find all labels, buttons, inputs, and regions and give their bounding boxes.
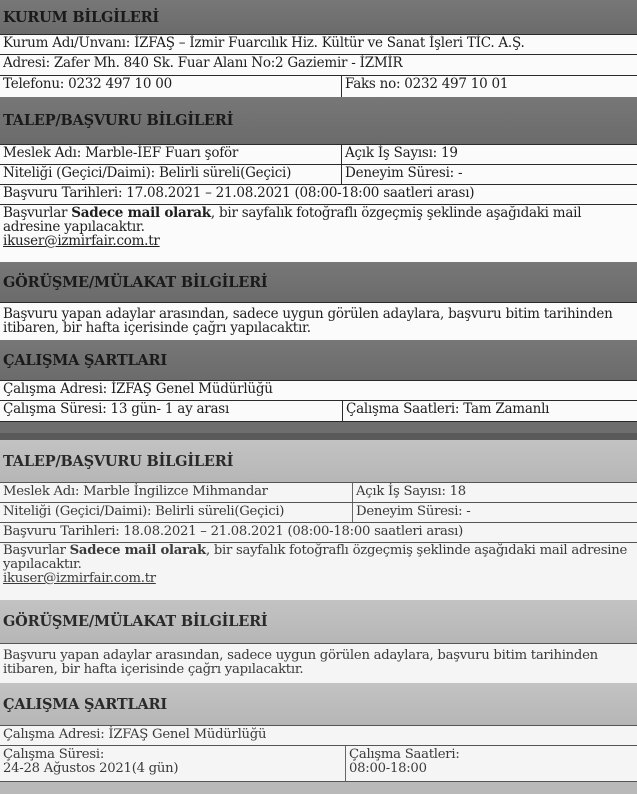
basvuru-text: , bir sayfalık fotoğraflı özgeçmiş şeklinde aşağıdaki mail adresine yapılacaktır. xyxy=(3,543,628,572)
basvuru-info xyxy=(0,543,637,600)
section-title: KURUM BİLGİLERİ xyxy=(3,8,160,26)
section-header-calisma xyxy=(0,683,637,725)
meslek-row xyxy=(0,482,637,502)
calisma-adres-row xyxy=(0,725,637,745)
telefon: Telefonu: 0232 497 10 00 xyxy=(3,76,172,92)
acik-is-sayisi: Açık İş Sayısı: 19 xyxy=(341,145,637,164)
calisma-suresi: Çalışma Süresi: 13 gün- 1 ay arası xyxy=(3,401,230,417)
section-title: ÇALIŞMA ŞARTLARI xyxy=(3,695,167,713)
email-link[interactable]: ikuser@izmirfair.com.tr xyxy=(3,233,160,249)
basvuru-tarihleri: Başvuru Tarihleri: 17.08.2021 – 21.08.2021 (08:00-18:00 saatleri arası) xyxy=(3,185,475,201)
calisma-saatleri: Çalışma Saatleri: Tam Zamanlı xyxy=(342,401,637,421)
section-header-talep xyxy=(0,440,637,482)
calisma-saatleri-label: Çalışma Saatleri: xyxy=(349,747,460,762)
meslek-adi: Meslek Adı: Marble İngilizce Mihmandar xyxy=(3,484,268,499)
calisma-adres-row xyxy=(0,380,637,400)
section-title: TALEP/BAŞVURU BİLGİLERİ xyxy=(3,452,234,470)
basvuru-emphasis: Sadece mail olarak xyxy=(69,543,206,558)
basvuru-text: Başvurlar xyxy=(3,205,72,221)
calisma-adresi: Çalışma Adresi: İZFAŞ Genel Müdürlüğü xyxy=(3,381,273,397)
meslek-row xyxy=(0,144,637,164)
section-header-kurum xyxy=(0,0,637,34)
gorusme-text: Başvuru yapan adaylar arasından, sadece uygun görülen adaylara, başvuru bitim tarihinden itibaren, bir hafta içerisinde çağrı yapılacaktır. xyxy=(3,306,613,336)
basvuru-info-row xyxy=(0,204,637,262)
meslek-adi: Meslek Adı: Marble-İEF Fuarı şoför xyxy=(3,145,239,161)
tarihler-row xyxy=(0,522,637,542)
deneyim-suresi: Deneyim Süresi: - xyxy=(341,165,637,184)
section-header-gorusme xyxy=(0,600,637,643)
basvuru-tarihleri: Başvuru Tarihleri: 18.08.2021 – 21.08.2021 (08:00-18:00 saatleri arası) xyxy=(3,524,463,539)
calisma-saatleri-value: 08:00-18:00 xyxy=(349,761,427,776)
section-title: GÖRÜŞME/MÜLAKAT BİLGİLERİ xyxy=(3,613,268,630)
calisma-sure-row xyxy=(0,745,637,782)
basvuru-text: , bir sayfalık fotoğraflı özgeçmiş şeklinde aşağıdaki mail adresine yapılacaktır. xyxy=(3,205,582,235)
calisma-suresi-value: 24-28 Ağustos 2021(4 gün) xyxy=(3,761,179,776)
deneyim-suresi: Deneyim Süresi: - xyxy=(352,503,637,522)
acik-is-sayisi: Açık İş Sayısı: 18 xyxy=(352,483,637,502)
kurum-adi: Kurum Adı/Unvanı: İZFAŞ – İzmir Fuarcılık Hiz. Kültür ve Sanat İşleri TİC. A.Ş. xyxy=(3,35,525,51)
calisma-adresi: Çalışma Adresi: İZFAŞ Genel Müdürlüğü xyxy=(3,727,267,742)
section-header-gorusme xyxy=(0,262,637,302)
section-header-talep xyxy=(0,97,637,144)
section-title: GÖRÜŞME/MÜLAKAT BİLGİLERİ xyxy=(3,273,268,291)
page-separator xyxy=(0,433,637,440)
adres-row xyxy=(0,54,637,75)
basvuru-info-row xyxy=(0,542,637,600)
faks: Faks no: 0232 497 10 01 xyxy=(341,76,637,97)
gorusme-row xyxy=(0,643,637,683)
basvuru-info xyxy=(0,205,637,262)
nitelik-row xyxy=(0,164,637,184)
calisma-suresi-label: Çalışma Süresi: xyxy=(3,747,105,762)
section-title: TALEP/BAŞVURU BİLGİLERİ xyxy=(3,112,234,129)
telefon-faks-row xyxy=(0,75,637,97)
email-link[interactable]: ikuser@izmirfair.com.tr xyxy=(3,571,156,586)
calisma-sure-row xyxy=(0,400,637,422)
adres: Adresi: Zafer Mh. 840 Sk. Fuar Alanı No:2 Gaziemir - İZMİR xyxy=(3,55,403,71)
section-title: ÇALIŞMA ŞARTLARI xyxy=(3,351,167,369)
basvuru-text: Başvurlar xyxy=(3,543,70,558)
niteligi: Niteliği (Geçici/Daimi): Belirli süreli(Geçici) xyxy=(3,504,285,519)
job-posting-mihmandar xyxy=(0,440,637,794)
kurum-adi-row xyxy=(0,34,637,54)
nitelik-row xyxy=(0,502,637,522)
tarihler-row xyxy=(0,184,637,204)
basvuru-emphasis: Sadece mail olarak xyxy=(71,205,211,221)
gorusme-text: Başvuru yapan adaylar arasından, sadece uygun görülen adaylara, başvuru bitim tarihinden itibaren, bir hafta içerisinde çağrı yapılacaktır. xyxy=(3,648,598,677)
calisma-saatleri xyxy=(345,746,637,781)
niteligi: Niteliği (Geçici/Daimi): Belirli süreli(Geçici) xyxy=(3,165,292,181)
gorusme-row xyxy=(0,302,637,340)
calisma-suresi xyxy=(0,746,345,781)
section-header-calisma xyxy=(0,340,637,380)
